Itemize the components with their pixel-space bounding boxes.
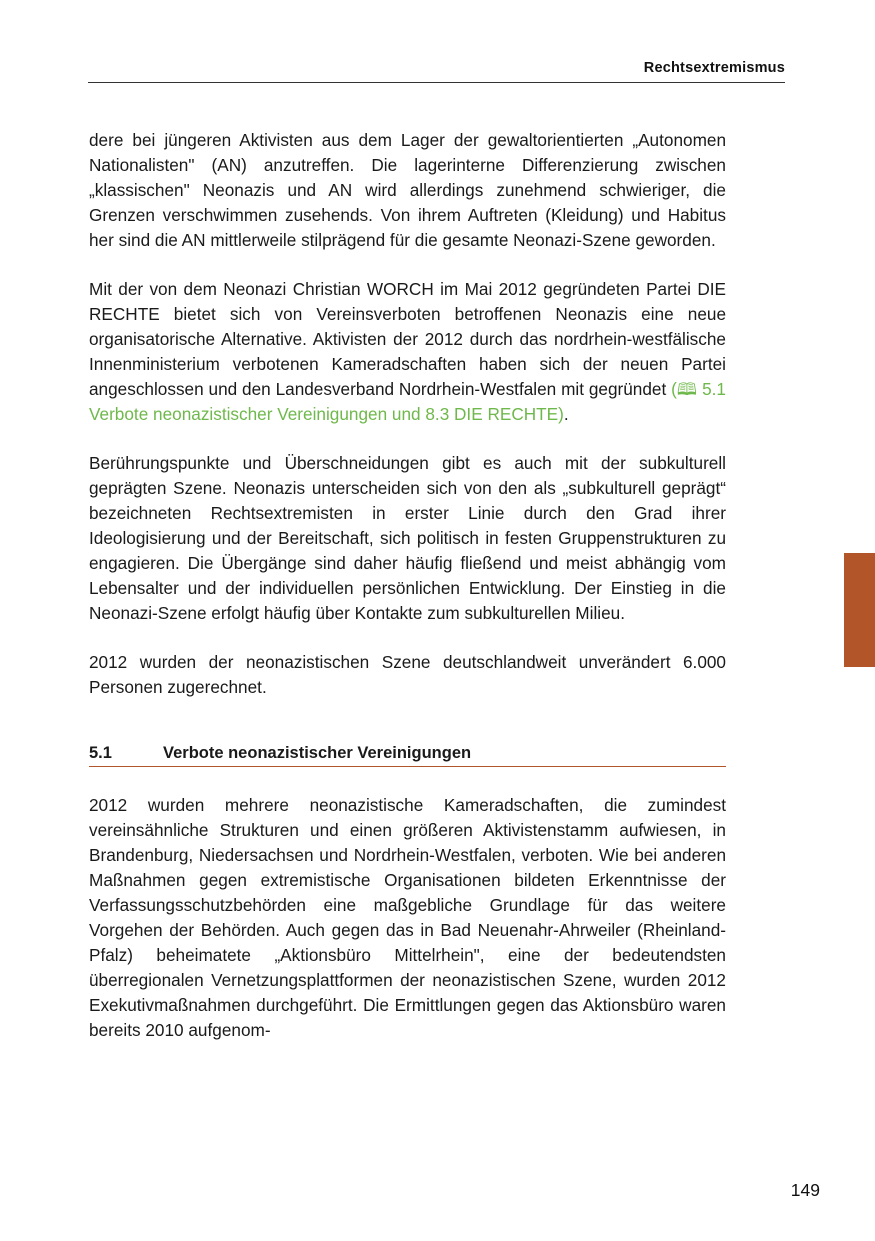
section-heading bbox=[89, 744, 726, 767]
section-title: Verbote neonazistischer Vereinigungen bbox=[163, 744, 472, 762]
paragraph-2-text: Mit der von dem Neonazi Christian WORCH im Mai 2012 gegründeten Partei DIE RECHTE bietet sich von Vereinsverboten betroffenen Neonazis eine neue organisatorische Alternative. Aktivisten der 2012 durch das nordrhein-westfälische Innenministerium verbotenen Kameradschaften haben sich der neuen Partei angeschlossen und den Landesverband Nordrhein-Westfalen mit gegründet bbox=[89, 279, 726, 399]
page-body bbox=[89, 128, 726, 1067]
paragraph-1: dere bei jüngeren Aktivisten aus dem Lager der gewaltorientierten „Autonomen Nationalisten" (AN) anzutreffen. Die lagerinterne Differenzierung zwischen „klassischen" Neonazis und AN wird allerdings zunehmend schwieriger, die Grenzen verschwimmen zusehends. Von ihrem Auftreten (Kleidung) und Habitus her sind die AN mittlerweile stilprägend für die gesamte Neonazi-Szene geworden. bbox=[89, 130, 726, 250]
paragraph-4: 2012 wurden der neonazistischen Szene deutschlandweit unverändert 6.000 Personen zugerechnet. bbox=[89, 652, 726, 697]
header-divider bbox=[88, 82, 785, 83]
section-number: 5.1 bbox=[89, 744, 112, 762]
page-number: 149 bbox=[790, 1180, 820, 1200]
chapter-thumb-tab bbox=[844, 553, 875, 667]
paragraph-2 bbox=[89, 277, 726, 427]
running-header: Rechtsextremismus bbox=[643, 60, 785, 76]
paragraph-3: Berührungspunkte und Überschneidungen gibt es auch mit der subkulturell geprägten Szene. Neonazis unterscheiden sich von den als „subkulturell geprägt“ bezeichneten Rechtsextremisten in erster Linie durch den Grad ihrer Ideologisierung und der Bereitschaft, sich politisch in festen Gruppenstrukturen zu engagieren. Die Übergänge sind daher häufig fließend und meist abhängig vom Lebensalter und der individuellen persönlichen Entwicklung. Der Einstieg in die Neonazi-Szene erfolgt häufig über Kontakte zum subkulturellen Milieu. bbox=[89, 453, 726, 623]
paragraph-2-end: . bbox=[563, 404, 569, 424]
cross-reference-link[interactable]: (🕮 5.1 Verbote neonazistischer Vereinigungen und 8.3 DIE RECHTE) bbox=[89, 379, 726, 424]
section-paragraph: 2012 wurden mehrere neonazistische Kameradschaften, die zumindest vereinsähnliche Strukturen und einen größeren Aktivistenstamm aufwiesen, in Brandenburg, Niedersachsen und Nordrhein-Westfalen, verboten. Wie bei anderen Maßnahmen gegen extremistische Organisationen bildeten Erkenntnisse der Verfassungsschutzbehörden eine maßgebliche Grundlage für das weitere Vorgehen der Behörden. Auch gegen das in Bad Neuenahr-Ahrweiler (Rheinland-Pfalz) beheimatete „Aktionsbüro Mittelrhein", eine der bedeutendsten überregionalen Vernetzungsplattformen der neonazistischen Szene, wurden 2012 Exekutivmaßnahmen durchgeführt. Die Ermittlungen gegen das Aktionsbüro waren bereits 2010 aufgenom- bbox=[89, 795, 726, 1040]
